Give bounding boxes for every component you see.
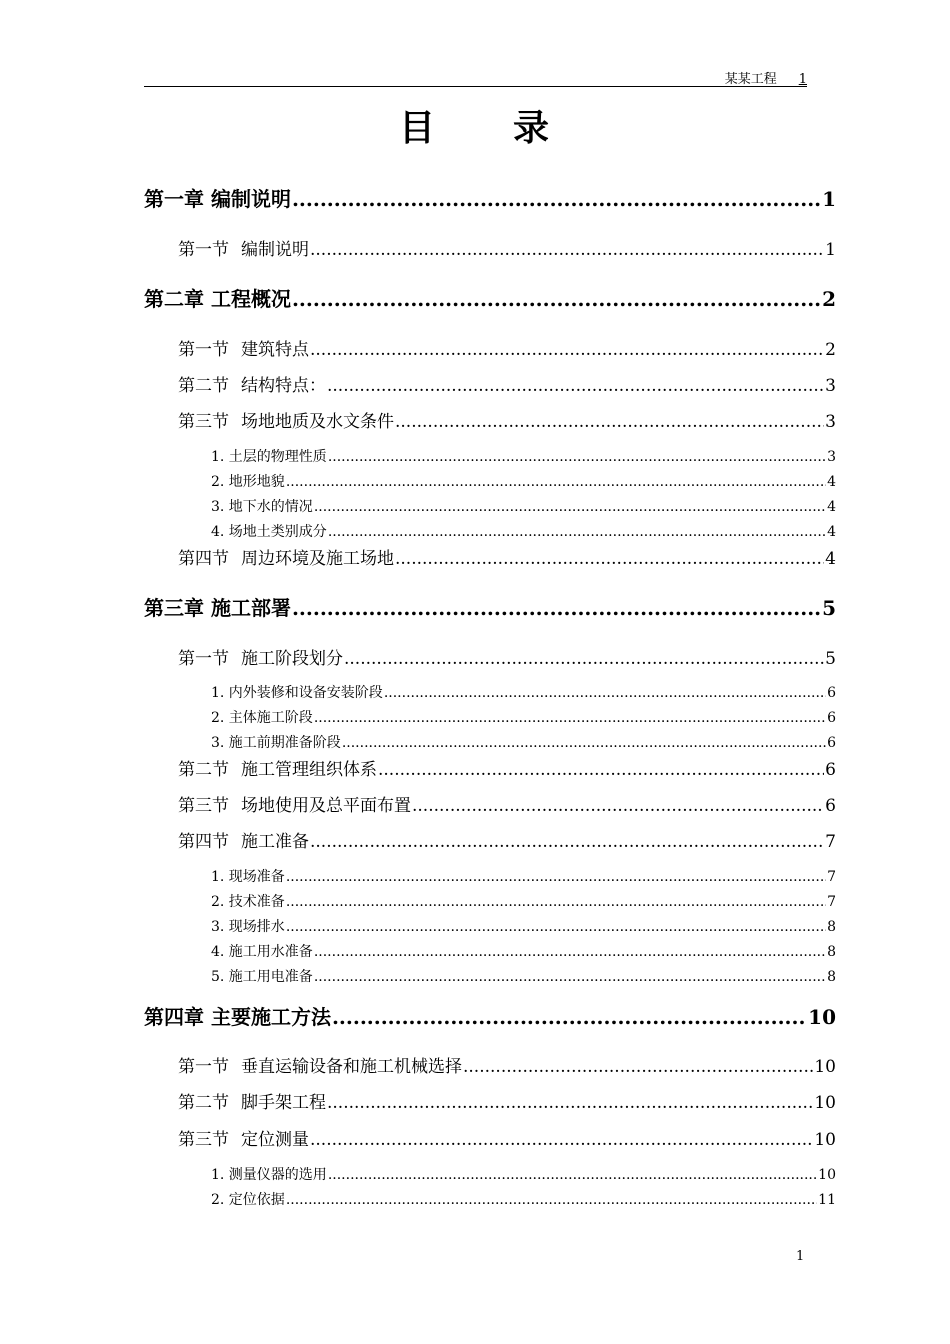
toc-section-title: 编制说明 [241,240,309,260]
toc-section-entry[interactable] [178,644,836,669]
toc-page-number: 10 [814,1093,836,1113]
dot-leader [286,1192,817,1208]
toc-chapter-entry[interactable] [144,1001,836,1030]
toc-page-number: 7 [827,869,836,885]
toc-entry-label [178,371,326,396]
toc-section-title: 结构特点： [241,376,326,396]
toc-section-title: 施工阶段划分 [241,649,343,669]
toc-section-number: 第二节 [178,1093,229,1113]
toc-section-entry[interactable] [178,407,836,432]
toc-entry-label [178,827,309,852]
dot-leader [342,735,826,751]
toc-entry-label: 5. 施工用电准备 [211,969,313,985]
toc-entry-label [178,755,377,780]
toc-page-number: 3 [825,412,836,432]
toc-entry-label: 4. 施工用水准备 [211,944,313,960]
toc-page-number: 6 [827,685,836,701]
toc-page-number: 4 [827,474,836,490]
dot-leader [314,944,826,960]
toc-page-number: 5 [822,596,836,620]
toc-entry-label: 1. 测量仪器的选用 [211,1167,327,1183]
dot-leader [286,894,826,910]
toc-page-number: 10 [808,1005,836,1029]
dot-leader [395,412,824,432]
toc-section-title: 施工准备 [241,832,309,852]
toc-entry-label [178,544,394,569]
toc-section-title: 场地使用及总平面布置 [241,796,411,816]
toc-subsection-entry[interactable] [211,682,836,702]
toc-entry-label: 1. 内外装修和设备安装阶段 [211,685,383,701]
dot-leader [286,869,826,885]
toc-page-number: 3 [827,449,836,465]
toc-subsection-entry[interactable] [211,471,836,491]
toc-entry-label: 2. 技术准备 [211,894,285,910]
toc-section-number: 第三节 [178,796,229,816]
toc-page-number: 10 [814,1057,836,1077]
dot-leader [344,649,824,669]
toc-section-number: 第一节 [178,649,229,669]
toc-page-number: 5 [825,649,836,669]
dot-leader [327,1093,813,1113]
toc-entry-label: 2. 地形地貌 [211,474,285,490]
dot-leader [314,499,826,515]
toc-section-number: 第一节 [178,1057,229,1077]
toc-chapter-entry[interactable] [144,592,836,621]
toc-entry-label [178,335,309,360]
toc-section-entry[interactable] [178,791,836,816]
toc-section-entry[interactable] [178,827,836,852]
toc-page-number: 6 [827,710,836,726]
dot-leader [328,524,826,540]
toc-section-number: 第四节 [178,832,229,852]
dot-leader [310,240,824,260]
toc-subsection-entry[interactable] [211,1164,836,1184]
dot-leader [286,474,826,490]
toc-page-number: 3 [825,376,836,396]
toc-page-number: 1 [825,240,836,260]
toc-subsection-entry[interactable] [211,1189,836,1209]
toc-page-number: 2 [822,287,836,311]
dot-leader [314,710,826,726]
toc-page-number: 6 [827,735,836,751]
toc-entry-label: 3. 地下水的情况 [211,499,313,515]
toc-section-entry[interactable] [178,544,836,569]
toc-page-number: 1 [822,187,836,211]
toc-section-entry[interactable] [178,1088,836,1113]
dot-leader [395,549,824,569]
toc-section-entry[interactable] [178,755,836,780]
toc-page-number: 11 [818,1192,836,1208]
toc-entry-label: 第三章 施工部署 [144,596,291,620]
dot-leader [384,685,826,701]
toc-entry-label: 3. 施工前期准备阶段 [211,735,341,751]
toc-section-entry[interactable] [178,371,836,396]
dot-leader [292,596,821,620]
toc-page-number: 2 [825,340,836,360]
toc-section-number: 第二节 [178,376,229,396]
toc-page-number: 4 [825,549,836,569]
toc-page-number: 8 [827,944,836,960]
toc-section-entry[interactable] [178,1125,836,1150]
toc-subsection-entry[interactable] [211,496,836,516]
toc-section-title: 场地地质及水文条件 [241,412,394,432]
toc-entry-label: 1. 现场准备 [211,869,285,885]
toc-subsection-entry[interactable] [211,941,836,961]
toc-section-entry[interactable] [178,235,836,260]
toc-entry-label: 4. 场地土类别成分 [211,524,327,540]
toc-entry-label [178,1052,462,1077]
dot-leader [310,1130,813,1150]
header-page-number: 1 [798,72,807,87]
toc-subsection-entry[interactable] [211,916,836,936]
toc-subsection-entry[interactable] [211,732,836,752]
title-char-1: 目 [398,108,437,149]
toc-entry-label: 第一章 编制说明 [144,187,291,211]
dot-leader [328,1167,817,1183]
toc-subsection-entry[interactable] [211,891,836,911]
toc-section-number: 第三节 [178,1130,229,1150]
toc-page-number: 6 [825,760,836,780]
toc-section-title: 垂直运输设备和施工机械选择 [241,1057,462,1077]
toc-entry-label [178,791,411,816]
toc-section-entry[interactable] [178,335,836,360]
toc-section-title: 建筑特点 [241,340,309,360]
dot-leader [292,187,821,211]
toc-subsection-entry[interactable] [211,966,836,986]
toc-section-number: 第三节 [178,412,229,432]
dot-leader [378,760,824,780]
toc-page-number: 10 [814,1130,836,1150]
toc-page-number: 7 [827,894,836,910]
dot-leader [332,1005,807,1029]
toc-section-title: 定位测量 [241,1130,309,1150]
dot-leader [292,287,821,311]
toc-entry-label [178,235,309,260]
toc-section-number: 第一节 [178,240,229,260]
toc-subsection-entry[interactable] [211,446,836,466]
toc-page-number: 6 [825,796,836,816]
header-title: 某某工程 [724,72,777,87]
dot-leader [328,449,826,465]
dot-leader [310,832,824,852]
toc-entry-label [178,1125,309,1150]
toc-section-number: 第一节 [178,340,229,360]
toc-page-number: 4 [827,524,836,540]
toc-entry-label: 第二章 工程概况 [144,287,291,311]
dot-leader [463,1057,813,1077]
toc-section-number: 第四节 [178,549,229,569]
toc-subsection-entry[interactable] [211,707,836,727]
toc-entry-label [178,407,394,432]
toc-subsection-entry[interactable] [211,521,836,541]
toc-section-title: 周边环境及施工场地 [241,549,394,569]
toc-page-number: 8 [827,969,836,985]
dot-leader [286,919,826,935]
title-char-2: 录 [513,108,552,149]
page-footer-number: 1 [796,1249,805,1264]
toc-section-title: 施工管理组织体系 [241,760,377,780]
toc-entry-label: 1. 土层的物理性质 [211,449,327,465]
toc-page-number: 7 [825,832,836,852]
toc-section-number: 第二节 [178,760,229,780]
toc-chapter-entry[interactable] [144,283,836,312]
toc-entry-label: 3. 现场排水 [211,919,285,935]
toc-entry-label: 2. 定位依据 [211,1192,285,1208]
toc-chapter-entry[interactable] [144,183,836,212]
toc-page-number: 4 [827,499,836,515]
dot-leader [310,340,824,360]
toc-entry-label: 2. 主体施工阶段 [211,710,313,726]
toc-section-title: 脚手架工程 [241,1093,326,1113]
toc-page-number: 10 [818,1167,836,1183]
toc-entry-label [178,644,343,669]
toc-page-number: 8 [827,919,836,935]
dot-leader [314,969,826,985]
toc-section-entry[interactable] [178,1052,836,1077]
toc-entry-label [178,1088,326,1113]
toc-subsection-entry[interactable] [211,866,836,886]
dot-leader [412,796,824,816]
toc-entry-label: 第四章 主要施工方法 [144,1005,331,1029]
dot-leader [327,376,824,396]
